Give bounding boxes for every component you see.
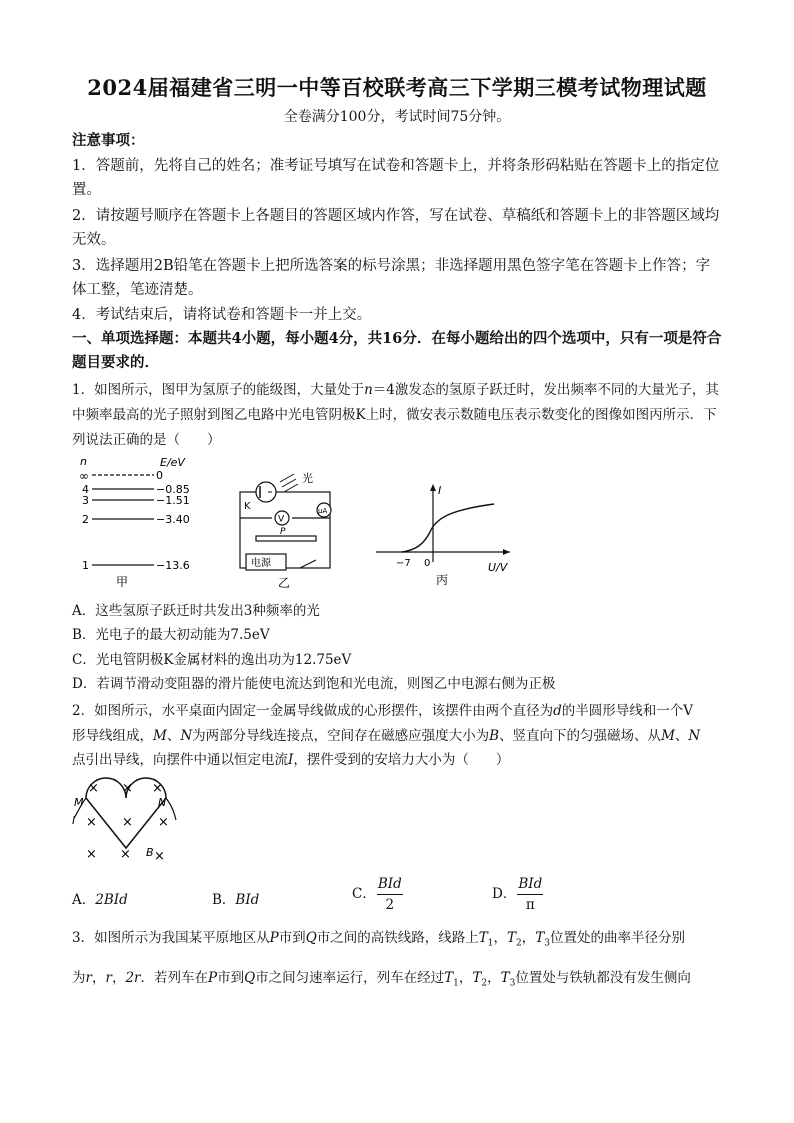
x-tick-neg7: −7 xyxy=(396,558,411,569)
iu-curve-graph xyxy=(372,480,522,590)
page-subtitle: 全卷满分100分，考试时间75分钟。 xyxy=(283,109,511,125)
level-e-3: −1.51 xyxy=(156,494,190,507)
q2-stem-line2: 形导线组成，M、N为两部分导线连接点，空间存在磁感应强度大小为B、竖直向下的匀强磁场、从M、N xyxy=(72,728,701,744)
level-n-4: 4 xyxy=(82,483,89,496)
level-n-inf: ∞ xyxy=(79,469,89,483)
field-cross: × xyxy=(122,815,133,830)
notice-item-4: 4．考试结束后，请将试卷和答题卡一并上交。 xyxy=(72,307,372,323)
point-m: M xyxy=(74,796,84,809)
energy-level-diagram xyxy=(76,455,206,590)
field-cross: × xyxy=(88,781,99,796)
q2-option-a: A．2BId xyxy=(72,892,128,908)
q3-stem-line2: 为r，r，2r．若列车在P市到Q市之间匀速率运行，列车在经过$T_1$，$T_2$，$T_3$位置处与铁轨都没有发生侧向 xyxy=(72,970,691,989)
e-axis-label: E/eV xyxy=(160,456,185,469)
field-cross: × xyxy=(158,815,169,830)
section-heading: 一、单项选择题：本题共4小题，每小题4分，共16分．在每小题给出的四个选项中，只有一项是符合题目要求的． xyxy=(72,330,722,371)
field-cross: × xyxy=(86,815,97,830)
q1-option-d: D．若调节滑动变阻器的滑片能使电流达到饱和光电流，则图乙中电源右侧为正极 xyxy=(72,676,556,692)
level-e-inf: 0 xyxy=(156,469,163,482)
notice-item-1: 1．答题前，先将自己的姓名；准考证号填写在试卷和答题卡上，并将条形码粘贴在答题卡上的指定位置。 xyxy=(72,158,720,198)
q2-stem-line1: 2．如图所示，水平桌面内固定一金属导线做成的心形摆件，该摆件由两个直径为d的半圆形导线和一个V xyxy=(72,703,693,719)
iu-curve xyxy=(402,504,494,552)
source-label: 电源 xyxy=(251,558,271,569)
notice-heading: 注意事项： xyxy=(72,132,145,149)
slider-label: P xyxy=(280,527,286,537)
notice-item-3: 3．选择题用2B铅笔在答题卡上把所选答案的标号涂黑；非选择题用黑色签字笔在答题卡上作答；字体工整，笔迹清楚。 xyxy=(72,258,711,298)
field-cross: × xyxy=(120,847,131,862)
page-title: 2024届福建省三明一中等百校联考高三下学期三模考试物理试题 xyxy=(87,75,707,100)
q1-option-c: C．光电管阴极K金属材料的逸出功为12.75eV xyxy=(72,652,352,668)
switch xyxy=(300,560,316,568)
caption-yi: 乙 xyxy=(278,576,291,590)
x-axis-label: U/V xyxy=(488,561,508,574)
circuit-diagram xyxy=(232,470,342,590)
q2-option-d: D． $\frac{\text{BId}}{\pi}$ xyxy=(492,876,543,913)
field-cross: × xyxy=(152,781,163,796)
current-label: I xyxy=(72,814,76,827)
notice-item-2: 2．请按题号顺序在答题卡上各题目的答题区域内作答，写在试卷、草稿纸和答题卡上的非答题区域均无效。 xyxy=(72,208,720,248)
y-axis-label: I xyxy=(438,484,442,497)
field-cross: × xyxy=(122,781,133,796)
caption-bing: 丙 xyxy=(436,573,449,587)
q2-stem-line3: 点引出导线，向摆件中通以恒定电流I，摆件受到的安培力大小为（ ） xyxy=(72,752,510,768)
caption-jia: 甲 xyxy=(116,575,129,589)
level-n-1: 1 xyxy=(82,559,89,572)
rheostat xyxy=(256,536,316,541)
point-n: N xyxy=(158,796,167,809)
level-e-2: −3.40 xyxy=(156,513,190,526)
phototube xyxy=(256,482,276,502)
field-label: B xyxy=(146,846,154,859)
x-tick-zero: 0 xyxy=(424,558,431,569)
level-n-2: 2 xyxy=(82,513,89,526)
q3-stem-line1: 3．如图所示为我国某平原地区从P市到Q市之间的高铁线路，线路上$T_1$，$T_2$，$T_3$位置处的曲率半径分别 xyxy=(72,930,686,949)
q1-option-b: B．光电子的最大初动能为7.5eV xyxy=(72,627,270,643)
heart-wire-diagram xyxy=(72,776,184,862)
field-cross: × xyxy=(154,849,165,862)
q1-option-a: A．这些氢原子跃迁时共发出3种频率的光 xyxy=(72,603,320,619)
level-n-3: 3 xyxy=(82,494,89,507)
microammeter-label: μA xyxy=(318,507,328,515)
level-e-1: −13.6 xyxy=(156,559,190,572)
level-e-4: −0.85 xyxy=(156,483,190,496)
light-label: 光 xyxy=(302,472,313,485)
q2-option-b: B．BId xyxy=(212,892,260,908)
n-axis-label: n xyxy=(80,455,87,468)
cathode-label: K xyxy=(244,501,251,512)
q1-stem: 1．如图所示，图甲为氢原子的能级图，大量处于n＝4激发态的氢原子跃迁时，发出频率不同的大量光子，其中频率最高的光子照射到图乙电路中光电管阴极K上时，微安表示数随电压表示数变化的图像如图丙所示．下列说法正确的是（ ） xyxy=(72,382,719,448)
q2-option-c: C． $\frac{\text{BId}}{2}$ xyxy=(352,876,402,913)
field-cross: × xyxy=(86,847,97,862)
voltmeter-label: V xyxy=(278,514,285,525)
